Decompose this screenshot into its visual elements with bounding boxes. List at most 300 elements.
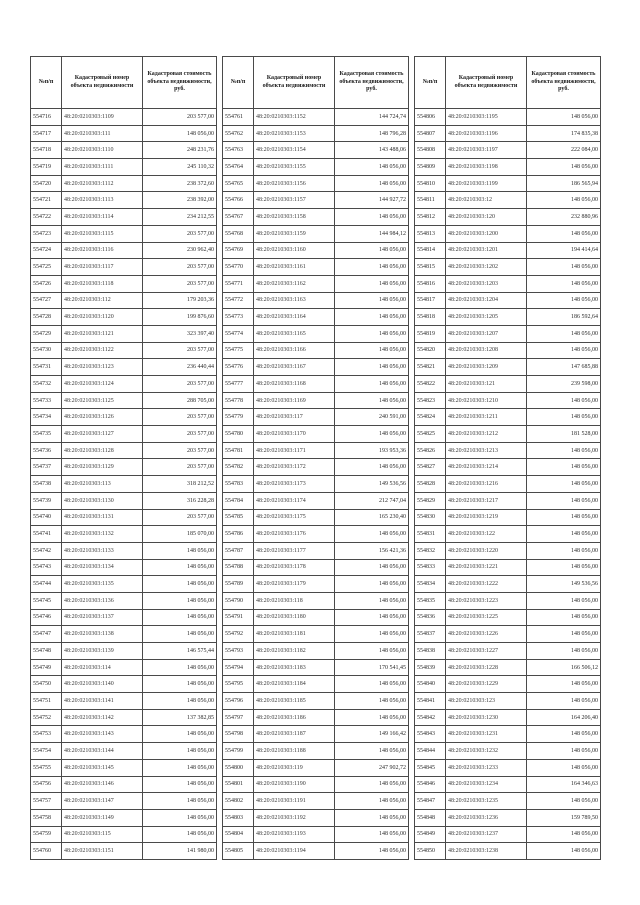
table-row xyxy=(223,325,409,342)
cadastral-value: 148 056,00 xyxy=(527,793,601,810)
table-row xyxy=(415,559,601,576)
row-number: 554720 xyxy=(31,175,62,192)
cadastral-value: 203 577,00 xyxy=(143,426,217,443)
cadastral-value: 186 592,64 xyxy=(527,309,601,326)
row-number: 554767 xyxy=(223,209,254,226)
row-number: 554826 xyxy=(415,442,446,459)
cadastral-value: 148 056,00 xyxy=(527,609,601,626)
table-header-row xyxy=(415,57,601,109)
cadastral-value: 148 056,00 xyxy=(143,576,217,593)
row-number: 554721 xyxy=(31,192,62,209)
cadastral-value: 148 056,00 xyxy=(335,743,409,760)
table-row xyxy=(415,509,601,526)
table-row xyxy=(31,409,217,426)
table-row xyxy=(415,325,601,342)
row-number: 554843 xyxy=(415,726,446,743)
cadastral-number: 48:20:0210303:1159 xyxy=(254,225,335,242)
table-row xyxy=(31,726,217,743)
row-number: 554763 xyxy=(223,142,254,159)
row-number: 554768 xyxy=(223,225,254,242)
table-row xyxy=(415,209,601,226)
cadastral-number: 48:20:0210303:1181 xyxy=(254,626,335,643)
cadastral-number: 48:20:0210303:1135 xyxy=(62,576,143,593)
row-number: 554823 xyxy=(415,392,446,409)
row-number: 554744 xyxy=(31,576,62,593)
cadastral-number: 48:20:0210303:1202 xyxy=(446,259,527,276)
table-row xyxy=(223,359,409,376)
table-row xyxy=(223,793,409,810)
table-row xyxy=(223,659,409,676)
table-row xyxy=(223,776,409,793)
table-row xyxy=(223,492,409,509)
cadastral-value: 148 056,00 xyxy=(335,159,409,176)
cadastral-number: 48:20:0210303:1114 xyxy=(62,209,143,226)
row-number: 554739 xyxy=(31,492,62,509)
cadastral-value: 148 056,00 xyxy=(527,192,601,209)
cadastral-value: 148 056,00 xyxy=(143,809,217,826)
cadastral-value: 148 056,00 xyxy=(143,726,217,743)
table-row xyxy=(31,259,217,276)
row-number: 554778 xyxy=(223,392,254,409)
cadastral-number: 48:20:0210303:1145 xyxy=(62,759,143,776)
row-number: 554770 xyxy=(223,259,254,276)
cadastral-value: 144 927,72 xyxy=(335,192,409,209)
table-row xyxy=(223,843,409,860)
cadastral-value: 148 056,00 xyxy=(527,109,601,126)
table-row xyxy=(223,242,409,259)
cadastral-value: 148 056,00 xyxy=(143,626,217,643)
cadastral-number: 48:20:0210303:1233 xyxy=(446,759,527,776)
header-cadastral-number: Кадастровый номер объекта недвижимости xyxy=(254,57,335,109)
cadastral-value: 159 789,50 xyxy=(527,809,601,826)
cadastral-value: 148 056,00 xyxy=(335,559,409,576)
row-number: 554777 xyxy=(223,376,254,393)
table-row xyxy=(415,793,601,810)
row-number: 554782 xyxy=(223,459,254,476)
cadastral-number: 48:20:0210303:1125 xyxy=(62,392,143,409)
cadastral-number: 48:20:0210303:1123 xyxy=(62,359,143,376)
row-number: 554784 xyxy=(223,492,254,509)
table-row xyxy=(31,125,217,142)
row-number: 554781 xyxy=(223,442,254,459)
row-number: 554829 xyxy=(415,492,446,509)
cadastral-number: 48:20:0210303:1178 xyxy=(254,559,335,576)
row-number: 554849 xyxy=(415,826,446,843)
cadastral-value: 148 056,00 xyxy=(335,175,409,192)
row-number: 554806 xyxy=(415,109,446,126)
row-number: 554793 xyxy=(223,643,254,660)
cadastral-value: 203 577,00 xyxy=(143,225,217,242)
cadastral-number: 48:20:0210303:1214 xyxy=(446,459,527,476)
row-number: 554780 xyxy=(223,426,254,443)
table-row xyxy=(31,509,217,526)
cadastral-value: 148 056,00 xyxy=(527,559,601,576)
cadastral-number: 48:20:0210303:1116 xyxy=(62,242,143,259)
row-number: 554850 xyxy=(415,843,446,860)
row-number: 554730 xyxy=(31,342,62,359)
cadastral-number: 48:20:0210303:123 xyxy=(446,693,527,710)
table-row xyxy=(223,809,409,826)
table-row xyxy=(415,492,601,509)
cadastral-number: 48:20:0210303:1131 xyxy=(62,509,143,526)
cadastral-value: 148 056,00 xyxy=(527,159,601,176)
row-number: 554838 xyxy=(415,643,446,660)
register-table-2 xyxy=(222,56,409,860)
table-row xyxy=(31,759,217,776)
cadastral-value: 156 421,36 xyxy=(335,542,409,559)
cadastral-value: 234 212,55 xyxy=(143,209,217,226)
row-number: 554809 xyxy=(415,159,446,176)
cadastral-number: 48:20:0210303:1111 xyxy=(62,159,143,176)
cadastral-number: 48:20:0210303:1204 xyxy=(446,292,527,309)
row-number: 554820 xyxy=(415,342,446,359)
cadastral-number: 48:20:0210303:1183 xyxy=(254,659,335,676)
cadastral-number: 48:20:0210303:1126 xyxy=(62,409,143,426)
cadastral-number: 48:20:0210303:1184 xyxy=(254,676,335,693)
cadastral-value: 148 056,00 xyxy=(143,592,217,609)
cadastral-number: 48:20:0210303:1187 xyxy=(254,726,335,743)
cadastral-number: 48:20:0210303:1147 xyxy=(62,793,143,810)
table-row xyxy=(223,175,409,192)
cadastral-number: 48:20:0210303:1182 xyxy=(254,643,335,660)
table-row xyxy=(415,592,601,609)
row-number: 554824 xyxy=(415,409,446,426)
table-row xyxy=(223,526,409,543)
cadastral-value: 148 056,00 xyxy=(335,459,409,476)
cadastral-number: 48:20:0210303:1122 xyxy=(62,342,143,359)
row-number: 554738 xyxy=(31,476,62,493)
cadastral-value: 203 577,00 xyxy=(143,409,217,426)
cadastral-value: 148 056,00 xyxy=(335,793,409,810)
row-number: 554825 xyxy=(415,426,446,443)
cadastral-value: 203 577,00 xyxy=(143,376,217,393)
table-row xyxy=(31,576,217,593)
cadastral-number: 48:20:0210303:1198 xyxy=(446,159,527,176)
table-row xyxy=(31,542,217,559)
row-number: 554727 xyxy=(31,292,62,309)
header-cadastral-value: Кадастровая стоимость объекта недвижимости, руб. xyxy=(527,57,601,109)
table-row xyxy=(415,759,601,776)
table-row xyxy=(223,225,409,242)
table-header-row xyxy=(31,57,217,109)
cadastral-number: 48:20:0210303:1113 xyxy=(62,192,143,209)
cadastral-number: 48:20:0210303:1134 xyxy=(62,559,143,576)
table-row xyxy=(31,325,217,342)
cadastral-number: 48:20:0210303:1163 xyxy=(254,292,335,309)
cadastral-value: 148 056,00 xyxy=(527,342,601,359)
cadastral-value: 148 056,00 xyxy=(143,659,217,676)
cadastral-number: 48:20:0210303:1132 xyxy=(62,526,143,543)
table-row xyxy=(31,442,217,459)
row-number: 554759 xyxy=(31,826,62,843)
cadastral-number: 48:20:0210303:1168 xyxy=(254,376,335,393)
row-number: 554760 xyxy=(31,843,62,860)
cadastral-value: 203 577,00 xyxy=(143,509,217,526)
cadastral-number: 48:20:0210303:1130 xyxy=(62,492,143,509)
cadastral-number: 48:20:0210303:1205 xyxy=(446,309,527,326)
cadastral-number: 48:20:0210303:1140 xyxy=(62,676,143,693)
cadastral-number: 48:20:0210303:1153 xyxy=(254,125,335,142)
cadastral-number: 48:20:0210303:1173 xyxy=(254,476,335,493)
table-row xyxy=(31,492,217,509)
row-number: 554761 xyxy=(223,109,254,126)
cadastral-number: 48:20:0210303:1138 xyxy=(62,626,143,643)
cadastral-number: 48:20:0210303:1235 xyxy=(446,793,527,810)
table-row xyxy=(223,426,409,443)
cadastral-number: 48:20:0210303:1143 xyxy=(62,726,143,743)
cadastral-number: 48:20:0210303:111 xyxy=(62,125,143,142)
table-row xyxy=(223,309,409,326)
cadastral-number: 48:20:0210303:1149 xyxy=(62,809,143,826)
table-row xyxy=(415,376,601,393)
row-number: 554835 xyxy=(415,592,446,609)
cadastral-value: 148 056,00 xyxy=(335,392,409,409)
cadastral-value: 316 228,28 xyxy=(143,492,217,509)
table-row xyxy=(31,142,217,159)
cadastral-value: 148 056,00 xyxy=(527,275,601,292)
cadastral-value: 137 382,85 xyxy=(143,709,217,726)
table-row xyxy=(223,392,409,409)
cadastral-number: 48:20:0210303:1154 xyxy=(254,142,335,159)
row-number: 554799 xyxy=(223,743,254,760)
cadastral-number: 48:20:0210303:1231 xyxy=(446,726,527,743)
cadastral-value: 193 953,36 xyxy=(335,442,409,459)
row-number: 554741 xyxy=(31,526,62,543)
cadastral-value: 148 056,00 xyxy=(335,609,409,626)
cadastral-value: 170 541,45 xyxy=(335,659,409,676)
cadastral-value: 148 056,00 xyxy=(335,809,409,826)
cadastral-number: 48:20:0210303:1136 xyxy=(62,592,143,609)
cadastral-value: 203 577,00 xyxy=(143,459,217,476)
row-number: 554732 xyxy=(31,376,62,393)
cadastral-value: 148 056,00 xyxy=(335,309,409,326)
cadastral-value: 148 056,00 xyxy=(527,492,601,509)
cadastral-number: 48:20:0210303:1112 xyxy=(62,175,143,192)
cadastral-number: 48:20:0210303:1188 xyxy=(254,743,335,760)
table-header-row xyxy=(223,57,409,109)
table-row xyxy=(31,743,217,760)
cadastral-value: 148 056,00 xyxy=(335,209,409,226)
cadastral-number: 48:20:0210303:1120 xyxy=(62,309,143,326)
cadastral-value: 148 056,00 xyxy=(143,776,217,793)
table-row xyxy=(223,259,409,276)
cadastral-value: 149 166,42 xyxy=(335,726,409,743)
cadastral-number: 48:20:0210303:1160 xyxy=(254,242,335,259)
cadastral-value: 148 056,00 xyxy=(143,826,217,843)
row-number: 554836 xyxy=(415,609,446,626)
cadastral-number: 48:20:0210303:1127 xyxy=(62,426,143,443)
cadastral-number: 48:20:0210303:1185 xyxy=(254,693,335,710)
row-number: 554755 xyxy=(31,759,62,776)
cadastral-value: 148 056,00 xyxy=(143,759,217,776)
cadastral-number: 48:20:0210303:1199 xyxy=(446,175,527,192)
cadastral-value: 323 397,40 xyxy=(143,325,217,342)
row-number: 554733 xyxy=(31,392,62,409)
cadastral-value: 148 056,00 xyxy=(143,676,217,693)
cadastral-value: 149 536,56 xyxy=(527,576,601,593)
cadastral-number: 48:20:0210303:1161 xyxy=(254,259,335,276)
row-number: 554786 xyxy=(223,526,254,543)
cadastral-value: 148 056,00 xyxy=(527,526,601,543)
cadastral-number: 48:20:0210303:1228 xyxy=(446,659,527,676)
cadastral-value: 199 876,60 xyxy=(143,309,217,326)
row-number: 554736 xyxy=(31,442,62,459)
cadastral-value: 148 056,00 xyxy=(527,259,601,276)
row-number: 554729 xyxy=(31,325,62,342)
cadastral-value: 148 056,00 xyxy=(335,242,409,259)
row-number: 554844 xyxy=(415,743,446,760)
row-number: 554833 xyxy=(415,559,446,576)
table-row xyxy=(31,843,217,860)
row-number: 554816 xyxy=(415,275,446,292)
header-cadastral-value: Кадастровая стоимость объекта недвижимости, руб. xyxy=(143,57,217,109)
row-number: 554808 xyxy=(415,142,446,159)
cadastral-value: 203 577,00 xyxy=(143,259,217,276)
cadastral-value: 148 056,00 xyxy=(335,592,409,609)
table-row xyxy=(415,392,601,409)
row-number: 554726 xyxy=(31,275,62,292)
cadastral-value: 148 056,00 xyxy=(335,359,409,376)
cadastral-value: 166 506,12 xyxy=(527,659,601,676)
cadastral-number: 48:20:0210303:1109 xyxy=(62,109,143,126)
cadastral-number: 48:20:0210303:122 xyxy=(446,526,527,543)
cadastral-value: 148 056,00 xyxy=(527,826,601,843)
cadastral-number: 48:20:0210303:1225 xyxy=(446,609,527,626)
cadastral-number: 48:20:0210303:1164 xyxy=(254,309,335,326)
table-row xyxy=(31,109,217,126)
cadastral-number: 48:20:0210303:117 xyxy=(254,409,335,426)
cadastral-value: 148 056,00 xyxy=(527,743,601,760)
cadastral-number: 48:20:0210303:1230 xyxy=(446,709,527,726)
cadastral-number: 48:20:0210303:1146 xyxy=(62,776,143,793)
row-number: 554740 xyxy=(31,509,62,526)
cadastral-number: 48:20:0210303:1212 xyxy=(446,426,527,443)
cadastral-number: 48:20:0210303:1219 xyxy=(446,509,527,526)
cadastral-number: 48:20:0210303:1124 xyxy=(62,376,143,393)
table-row xyxy=(415,643,601,660)
row-number: 554797 xyxy=(223,709,254,726)
cadastral-value: 203 577,00 xyxy=(143,109,217,126)
cadastral-number: 48:20:0210303:1220 xyxy=(446,542,527,559)
cadastral-number: 48:20:0210303:1197 xyxy=(446,142,527,159)
table-row xyxy=(415,359,601,376)
cadastral-number: 48:20:0210303:1195 xyxy=(446,109,527,126)
cadastral-value: 148 056,00 xyxy=(143,793,217,810)
cadastral-number: 48:20:0210303:1207 xyxy=(446,325,527,342)
row-number: 554750 xyxy=(31,676,62,693)
row-number: 554758 xyxy=(31,809,62,826)
cadastral-value: 148 056,00 xyxy=(527,843,601,860)
row-number: 554796 xyxy=(223,693,254,710)
cadastral-number: 48:20:0210303:12 xyxy=(446,192,527,209)
table-row xyxy=(31,526,217,543)
table-row xyxy=(223,409,409,426)
table-row xyxy=(31,809,217,826)
row-number: 554813 xyxy=(415,225,446,242)
cadastral-value: 144 724,74 xyxy=(335,109,409,126)
cadastral-number: 48:20:0210303:1222 xyxy=(446,576,527,593)
row-number: 554762 xyxy=(223,125,254,142)
cadastral-value: 174 835,38 xyxy=(527,125,601,142)
table-row xyxy=(31,626,217,643)
row-number: 554728 xyxy=(31,309,62,326)
table-row xyxy=(223,442,409,459)
table-row xyxy=(223,826,409,843)
cadastral-number: 48:20:0210303:1194 xyxy=(254,843,335,860)
cadastral-number: 48:20:0210303:1142 xyxy=(62,709,143,726)
cadastral-number: 48:20:0210303:115 xyxy=(62,826,143,843)
table-row xyxy=(415,826,601,843)
cadastral-number: 48:20:0210303:1166 xyxy=(254,342,335,359)
row-number: 554745 xyxy=(31,592,62,609)
row-number: 554764 xyxy=(223,159,254,176)
cadastral-number: 48:20:0210303:1180 xyxy=(254,609,335,626)
table-row xyxy=(223,542,409,559)
table-row xyxy=(31,392,217,409)
cadastral-value: 248 231,76 xyxy=(143,142,217,159)
table-row xyxy=(223,559,409,576)
cadastral-number: 48:20:0210303:1172 xyxy=(254,459,335,476)
table-row xyxy=(415,175,601,192)
table-row xyxy=(415,442,601,459)
cadastral-value: 185 070,00 xyxy=(143,526,217,543)
row-number: 554814 xyxy=(415,242,446,259)
cadastral-value: 148 056,00 xyxy=(527,726,601,743)
cadastral-number: 48:20:0210303:1141 xyxy=(62,693,143,710)
row-number: 554783 xyxy=(223,476,254,493)
table-row xyxy=(415,159,601,176)
row-number: 554812 xyxy=(415,209,446,226)
cadastral-value: 203 577,00 xyxy=(143,442,217,459)
row-number: 554790 xyxy=(223,592,254,609)
cadastral-number: 48:20:0210303:1128 xyxy=(62,442,143,459)
cadastral-number: 48:20:0210303:1157 xyxy=(254,192,335,209)
table-row xyxy=(415,426,601,443)
table-row xyxy=(31,776,217,793)
header-cadastral-value: Кадастровая стоимость объекта недвижимости, руб. xyxy=(335,57,409,109)
table-row xyxy=(31,693,217,710)
table-row xyxy=(415,409,601,426)
table-row xyxy=(415,275,601,292)
table-row xyxy=(415,125,601,142)
cadastral-value: 245 110,32 xyxy=(143,159,217,176)
cadastral-number: 48:20:0210303:1174 xyxy=(254,492,335,509)
row-number: 554734 xyxy=(31,409,62,426)
cadastral-number: 48:20:0210303:1115 xyxy=(62,225,143,242)
table-row xyxy=(223,476,409,493)
cadastral-number: 48:20:0210303:1217 xyxy=(446,492,527,509)
cadastral-value: 179 203,36 xyxy=(143,292,217,309)
cadastral-value: 148 056,00 xyxy=(527,476,601,493)
cadastral-number: 48:20:0210303:1237 xyxy=(446,826,527,843)
row-number: 554839 xyxy=(415,659,446,676)
row-number: 554807 xyxy=(415,125,446,142)
register-table-3 xyxy=(414,56,601,860)
row-number: 554747 xyxy=(31,626,62,643)
table-row xyxy=(415,676,601,693)
row-number: 554830 xyxy=(415,509,446,526)
cadastral-value: 148 056,00 xyxy=(143,743,217,760)
table-row xyxy=(31,225,217,242)
table-row xyxy=(415,342,601,359)
row-number: 554832 xyxy=(415,542,446,559)
cadastral-value: 240 591,00 xyxy=(335,409,409,426)
cadastral-value: 148 056,00 xyxy=(527,225,601,242)
cadastral-number: 48:20:0210303:1190 xyxy=(254,776,335,793)
cadastral-value: 238 372,60 xyxy=(143,175,217,192)
header-row-number: №п/п xyxy=(31,57,62,109)
row-number: 554810 xyxy=(415,175,446,192)
